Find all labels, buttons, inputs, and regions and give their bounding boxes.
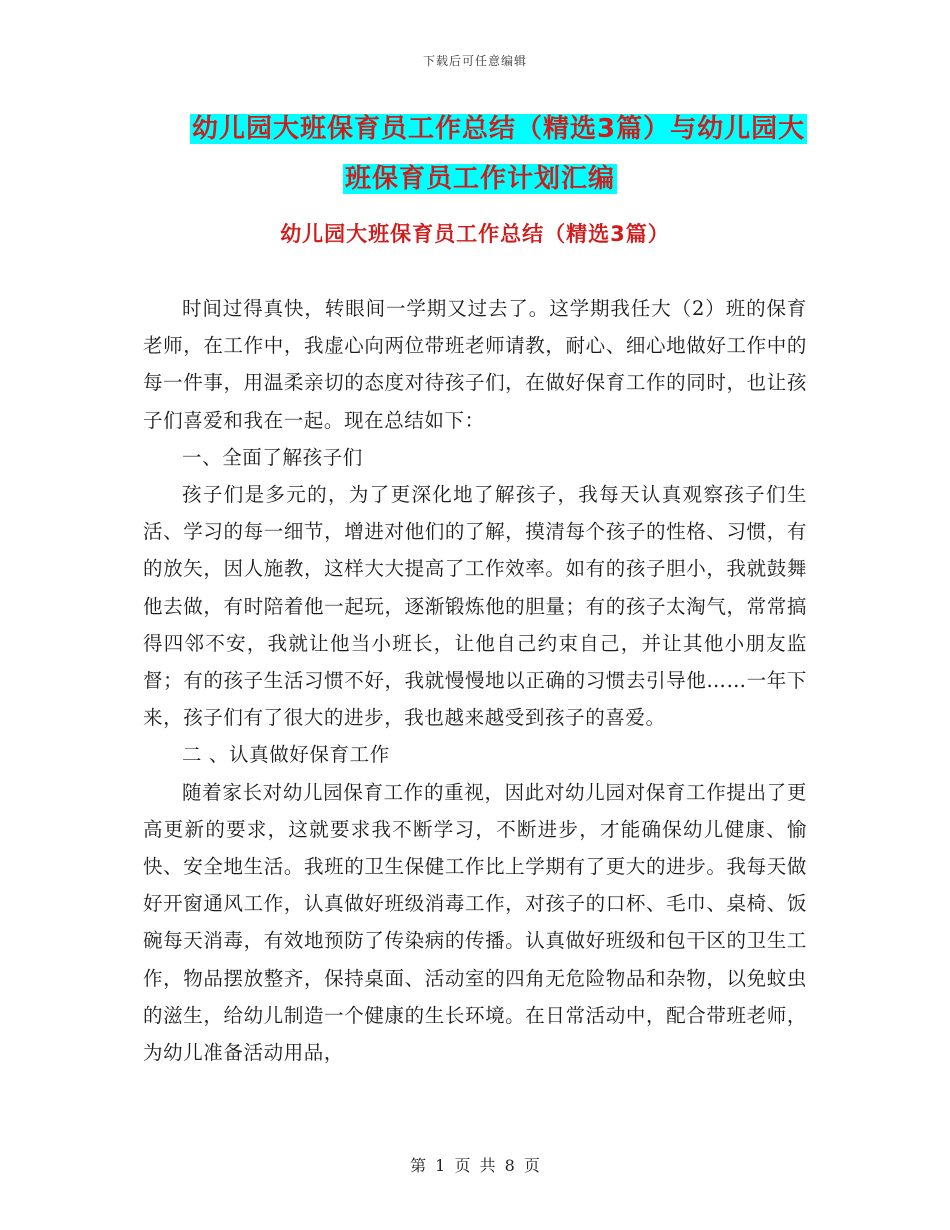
main-title-line-2-text: 班保育员工作计划汇编 [344, 164, 615, 194]
heading-section-1: 一、全面了解孩子们 [182, 445, 363, 469]
main-title-line-1 [190, 104, 810, 154]
body-text [143, 290, 807, 1071]
page-number-footer: 第 1 页 共 8 页 [410, 1156, 540, 1175]
heading-section-2: 二 、认真做好保育工作 [182, 743, 390, 767]
main-title-line-1-text: 幼儿园大班保育员工作总结（精选3篇）与幼儿园大 [192, 114, 806, 144]
paragraph-section-1: 孩子们是多元的，为了更深化地了解孩子，我每天认真观察孩子们生活、学习的每一细节，增进对他们的了解，摸清每个孩子的性格、习惯，有的放矢，因人施教，这样大大提高了工作效率。如有的孩子胆小，我就鼓舞他去做，有时陪着他一起玩，逐渐锻炼他的胆量；有的孩子太淘气，常常搞得四邻不安，我就让他当小班长，让他自己约束自己，并让其他小朋友监督；有的孩子生活习惯不好，我就慢慢地以正确的习惯去引导他……一年下来，孩子们有了很大的进步，我也越来越受到孩子的喜爱。 [143, 483, 807, 730]
header-note: 下载后可任意编辑 [422, 54, 527, 68]
paragraph-section-2: 随着家长对幼儿园保育工作的重视，因此对幼儿园对保育工作提出了更高更新的要求，这就要求我不断学习，不断进步，才能确保幼儿健康、愉快、安全地生活。我班的卫生保健工作比上学期有了更大的进步。我每天做好开窗通风工作，认真做好班级消毒工作，对孩子的口杯、毛巾、桌椅、饭碗每天消毒，有效地预防了传染病的传播。认真做好班级和包干区的卫生工作，物品摆放整齐，保持桌面、活动室的四角无危险物品和杂物，以免蚊虫的滋生，给幼儿制造一个健康的生长环境。在日常活动中，配合带班老师，为幼儿准备活动用品， [143, 780, 807, 1065]
paragraph-intro: 时间过得真快，转眼间一学期又过去了。这学期我任大（2）班的保育老师，在工作中，我虚心向两位带班老师请教，耐心、细心地做好工作中的每一件事，用温柔亲切的态度对待孩子们，在做好保育工作的同时，也让孩子们喜爱和我在一起。现在总结如下： [143, 297, 807, 432]
main-title-line-2 [190, 154, 810, 204]
main-title [190, 104, 810, 204]
section-title: 幼儿园大班保育员工作总结（精选3篇） [280, 222, 670, 246]
